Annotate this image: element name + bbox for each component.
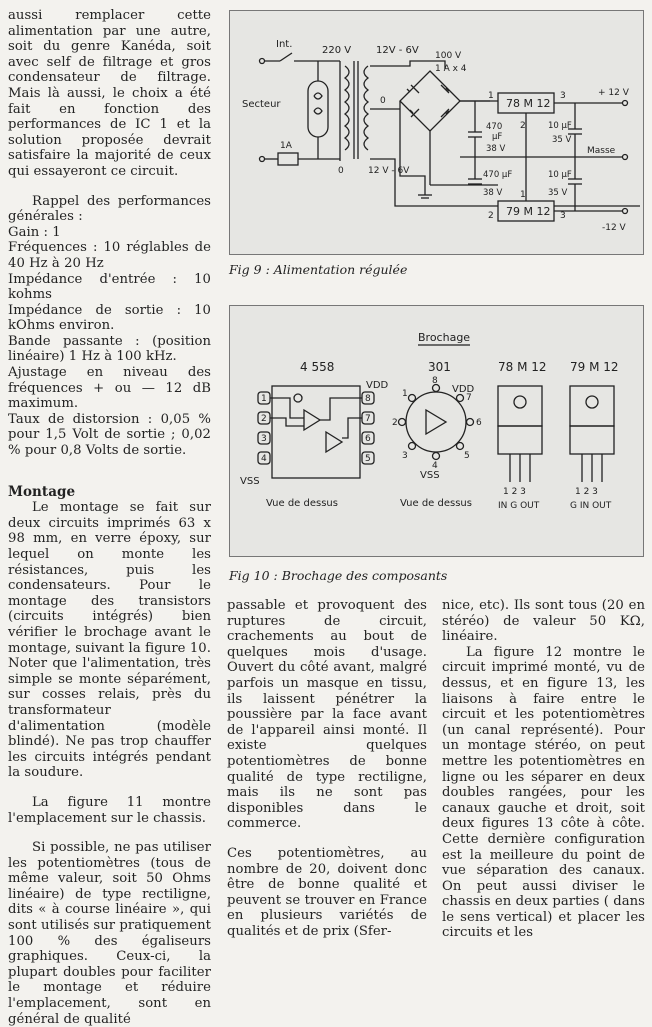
spec-frequencies: Fréquences : 10 réglables de 40 Hz à 20 Hz bbox=[8, 240, 211, 271]
vss-label: VSS bbox=[420, 470, 440, 481]
paragraph: Ces potentiomètres, au nombre de 20, doivent donc être de bonne qualité et peuvent se trouver en France en plusieurs variétés de qualités et de prix (Sfer- bbox=[227, 845, 427, 939]
pin-names: IN G OUT bbox=[498, 501, 540, 511]
cap-label: 470 μF bbox=[483, 170, 513, 180]
ic-79m12-label: 79 M 12 bbox=[570, 360, 619, 374]
vss-label: VSS bbox=[240, 476, 260, 487]
pinout-title: Brochage bbox=[418, 331, 471, 344]
paragraph: Si possible, ne pas utiliser les potentiomètres (tous de même valeur, soit 50 Ohms linéaire) de type rectiligne, dits « à course linéaire », qui sont utilisés sur pratiquement 100 % des égaliseurs graphiques. Ceux-ci, la plupart doubles pour faciliter le montage et réduire l'emplacement, sont en général de qualité bbox=[8, 840, 211, 1027]
ic-4558-label: 4 558 bbox=[300, 360, 335, 374]
paragraph: nice, etc). Ils sont tous (20 en stéréo) de valeur 50 KΩ, linéaire. bbox=[442, 598, 645, 645]
cap-voltage-label: 38 V bbox=[483, 188, 503, 198]
pin-numbers: 1 2 3 bbox=[503, 487, 526, 497]
text-column-right bbox=[442, 598, 645, 941]
zero-label: 0 bbox=[338, 166, 344, 176]
text-column-middle bbox=[227, 598, 427, 939]
spec-level-adjust: Ajustage en niveau des fréquences + ou — 12 dB maximum. bbox=[8, 365, 211, 412]
svg-text:5: 5 bbox=[365, 454, 371, 464]
regulator-negative-label: 79 M 12 bbox=[506, 205, 551, 218]
ic-78m12-label: 78 M 12 bbox=[498, 360, 547, 374]
positive-output-label: + 12 V bbox=[598, 88, 629, 98]
ic-301-label: 301 bbox=[428, 360, 451, 374]
paragraph: aussi remplacer cette alimentation par une autre, soit du genre Kanéda, soit avec self de filtrage et gros condensateur de filtrage. Mais là aussi, le choix a été fait en fonction des performances de IC 1 et la solution proposée devrait satisfaire la majorité de ceux qui essayeront ce circuit. bbox=[8, 8, 211, 179]
vdd-label: VDD bbox=[366, 380, 389, 391]
recap-title: Rappel des performances générales : bbox=[8, 193, 211, 225]
paragraph: passable et provoquent des ruptures de circuit, crachements au bout de quelques mois d'usage. Ouvert du côté avant, malgré parfois un masque en tissu, ils laissent pénétrer la poussière par la face avant de l'appareil ainsi monté. Il existe quelques potentiomètres de bonne qualité de type rectiligne, mais ils ne sont pas disponibles dans le commerce. bbox=[227, 598, 427, 832]
figure-9-caption: Fig 9 : Alimentation régulée bbox=[229, 262, 408, 277]
bridge-voltage-label: 100 V bbox=[435, 51, 462, 61]
zero-label: 0 bbox=[380, 96, 386, 106]
paragraph: La figure 11 montre l'emplacement sur le chassis. bbox=[8, 794, 211, 826]
svg-text:3: 3 bbox=[261, 434, 267, 444]
spec-bandwidth: Bande passante : (position linéaire) 1 Hz à 100 kHz. bbox=[8, 333, 211, 365]
svg-text:1: 1 bbox=[261, 394, 267, 404]
cap-label: 10 μF bbox=[548, 170, 572, 180]
pin-label: 1 bbox=[488, 91, 494, 101]
spec-gain: Gain : 1 bbox=[8, 224, 61, 240]
mains-label: Secteur bbox=[242, 99, 281, 110]
svg-text:5: 5 bbox=[464, 451, 470, 461]
svg-text:7: 7 bbox=[466, 393, 472, 403]
spec-input-impedance: Impédance d'entrée : 10 kohms bbox=[8, 271, 211, 303]
svg-text:8: 8 bbox=[365, 394, 371, 404]
paragraph: La figure 12 montre le circuit imprimé monté, vu de dessus, et en figure 13, les liaisons à faire entre le circuit et les potentiomètres (un canal représenté). Pour un montage stéréo, on peut mettre les potentiomètres en ligne ou les séparer en deux doubles rangées, pour les canaux gauche et droit, soit deux figures 13 côte à côte. Cette dernière configuration est la meilleure du point de vue séparation des canaux. On peut aussi diviser le chassis en deux parties ( dans le sens vertical) et placer les circuits et les bbox=[442, 644, 645, 941]
cap-label: 10 μF bbox=[548, 121, 572, 131]
svg-text:4: 4 bbox=[432, 461, 438, 471]
pin-label: 2 bbox=[520, 121, 526, 131]
figure-9-power-supply-schematic bbox=[229, 10, 644, 255]
secondary-tap-label: 12 V - 6V bbox=[368, 166, 410, 176]
pin-names: G IN OUT bbox=[570, 501, 612, 511]
svg-text:7: 7 bbox=[365, 414, 371, 424]
primary-voltage-label: 220 V bbox=[322, 45, 352, 56]
ground-label: Masse bbox=[587, 146, 616, 156]
pin-label: 1 bbox=[520, 190, 526, 200]
svg-text:4: 4 bbox=[261, 454, 267, 464]
top-view-label: Vue de dessus bbox=[266, 498, 338, 509]
svg-text:6: 6 bbox=[476, 418, 482, 428]
secondary-voltage-label: 12V - 6V bbox=[376, 45, 419, 56]
pin-label: 3 bbox=[560, 91, 566, 101]
vdd-label: VDD bbox=[452, 384, 475, 395]
svg-text:2: 2 bbox=[392, 418, 398, 428]
svg-text:8: 8 bbox=[432, 376, 438, 386]
svg-text:6: 6 bbox=[365, 434, 371, 444]
cap-label: 470 bbox=[486, 122, 503, 132]
svg-text:2: 2 bbox=[261, 414, 267, 424]
bridge-current-label: 1 A x 4 bbox=[435, 64, 467, 74]
figure-10-pinout-diagram bbox=[229, 305, 644, 557]
fuse-label: 1A bbox=[280, 141, 292, 151]
negative-output-label: -12 V bbox=[602, 223, 626, 233]
svg-text:1: 1 bbox=[402, 389, 408, 399]
regulator-positive-label: 78 M 12 bbox=[506, 97, 551, 110]
svg-text:3: 3 bbox=[402, 451, 408, 461]
spec-distortion: Taux de distorsion : 0,05 % pour 1,5 Volt de sortie ; 0,02 % pour 0,8 Volts de sortie. bbox=[8, 411, 211, 459]
top-view-label: Vue de dessus bbox=[400, 498, 472, 509]
pin-label: 3 bbox=[560, 211, 566, 221]
figure-10-caption: Fig 10 : Brochage des composants bbox=[229, 568, 448, 583]
switch-label: Int. bbox=[276, 39, 293, 50]
section-title: Montage bbox=[8, 483, 76, 500]
cap-unit-label: μF bbox=[492, 132, 503, 142]
spec-output-impedance: Impédance de sortie : 10 kOhms environ. bbox=[8, 302, 211, 334]
pin-numbers: 1 2 3 bbox=[575, 487, 598, 497]
cap-voltage-label: 35 V bbox=[552, 135, 572, 145]
pin-label: 2 bbox=[488, 211, 494, 221]
cap-voltage-label: 38 V bbox=[486, 144, 506, 154]
text-column-left bbox=[8, 8, 211, 1027]
cap-voltage-label: 35 V bbox=[548, 188, 568, 198]
paragraph: Le montage se fait sur deux circuits imprimés 63 x 98 mm, en verre époxy, sur lequel on monte les résistances, puis les condensateurs. Pour le montage des transistors (circuits intégrés) bien vérifier le brochage avant le montage, suivant la figure 10. Noter que l'alimentation, très simple se monte séparément, sur cosses relais, près du transformateur d'alimentation (modèle blindé). Ne pas trop chauffer les circuits intégrés pendant la soudure. bbox=[8, 500, 211, 781]
